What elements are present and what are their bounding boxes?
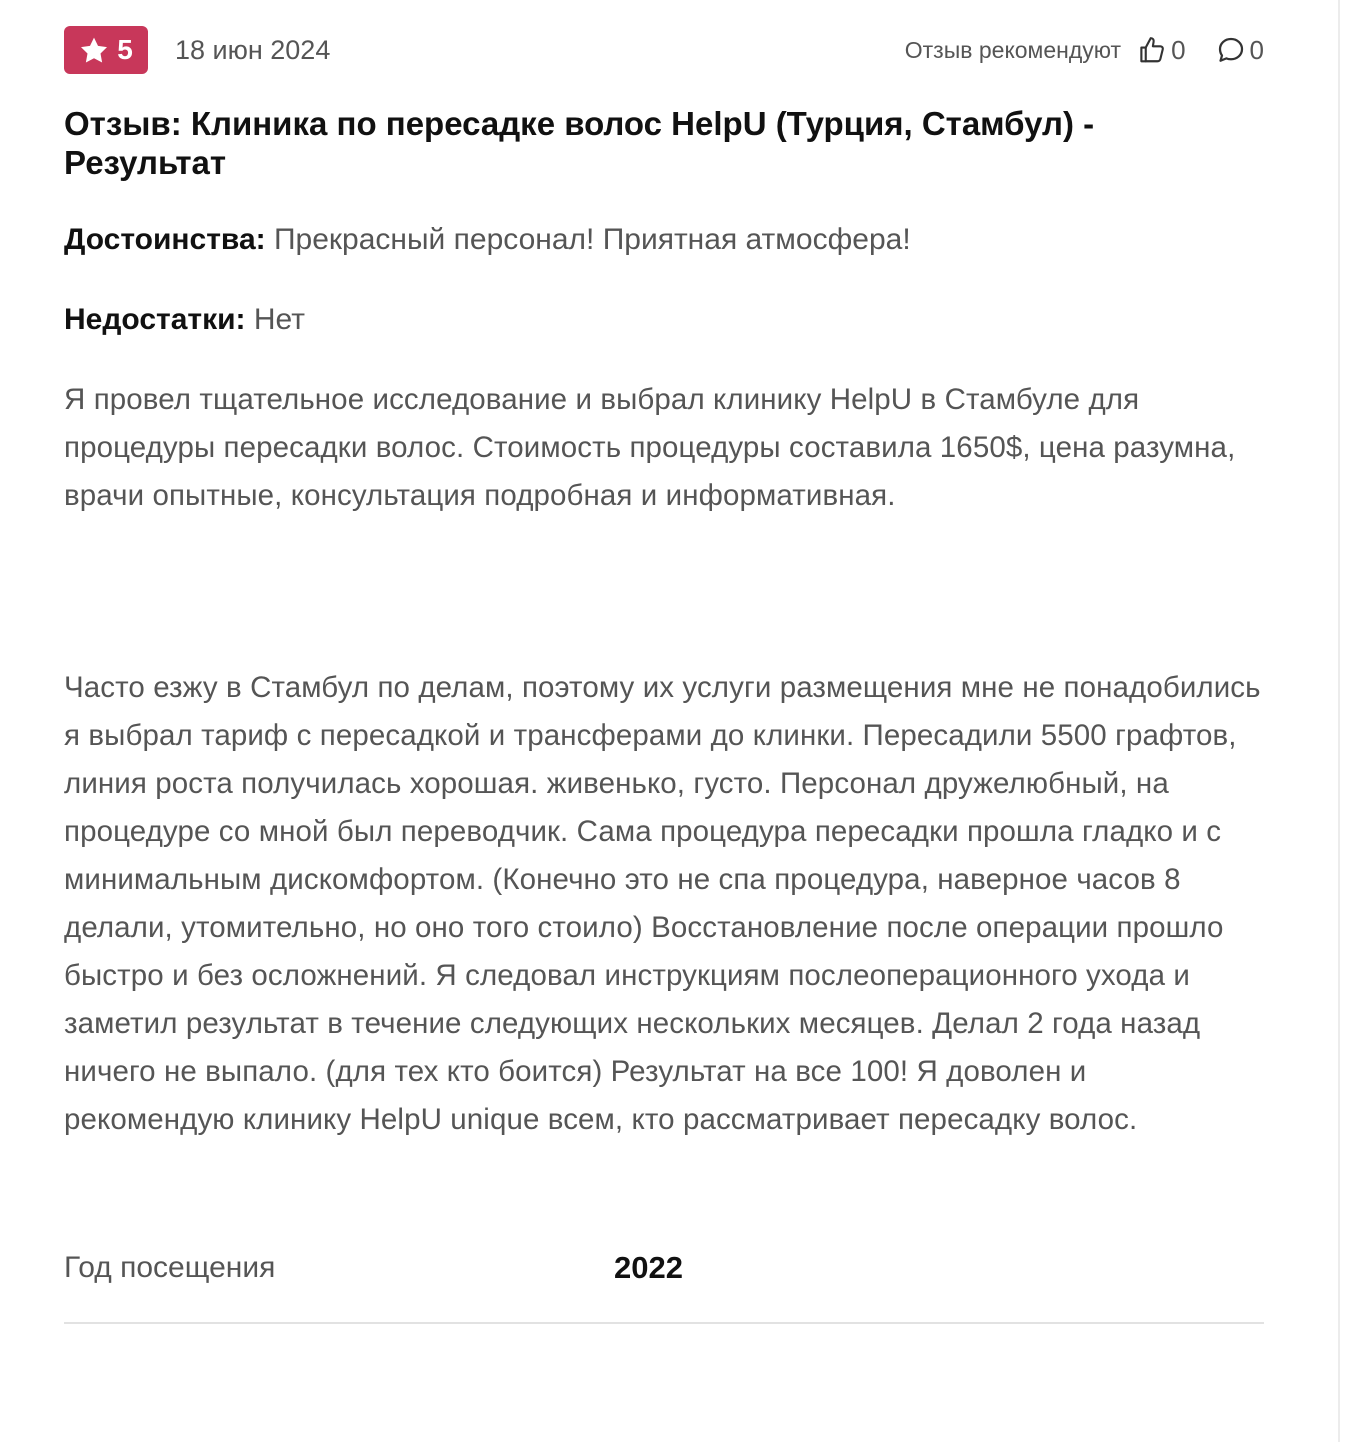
page-edge-divider [1338, 0, 1340, 1442]
cons-section [64, 300, 1264, 340]
pros-label: Достоинства: [64, 223, 266, 256]
review-title: Отзыв: Клиника по пересадке волос HelpU (Турция, Стамбул) - Результат [64, 105, 1095, 181]
like-button[interactable] [1137, 35, 1185, 66]
comment-bubble-icon [1216, 35, 1246, 65]
visit-year-row [64, 1244, 1264, 1292]
review-meta [905, 26, 1264, 74]
pros-value: Прекрасный персонал! Приятная атмосфера! [273, 223, 911, 256]
visit-year-label: Год посещения [64, 1251, 276, 1284]
review-card [64, 26, 1264, 1324]
thumbs-up-icon [1137, 35, 1167, 65]
review-header [64, 26, 1264, 74]
rating-badge [64, 26, 148, 74]
likes-count: 0 [1171, 34, 1186, 65]
recommend-label: Отзыв рекомендуют [904, 36, 1122, 63]
visit-year-value: 2022 [614, 1250, 683, 1285]
review-date: 18 июн 2024 [175, 34, 331, 65]
review-paragraph-1: Я провел тщательное исследование и выбрал клинику HelpU в Стамбуле для процедуры пересадки волос. Стоимость процедуры составила 1650$, цена разумна, врачи опытные, консультация подробная и информативная. [64, 383, 1236, 512]
star-icon [79, 36, 109, 65]
cons-label: Недостатки: [64, 303, 246, 336]
pros-section [64, 220, 1264, 260]
section-divider [64, 1322, 1264, 1324]
comments-count: 0 [1249, 34, 1264, 65]
rating-value: 5 [117, 34, 133, 65]
review-paragraph-2: Часто езжу в Стамбул по делам, поэтому их услуги размещения мне не понадобились я выбрал тариф с пересадкой и трансферами до клинки. Пересадили 5500 графтов, линия роста получилась хорошая. живенько, густо. Персонал дружелюбный, на процедуре со мной был переводчик. Сама процедура пересадки прошла гладко и с минимальным дискомфортом. (Конечно это не спа процедура, наверное часов 8 делали, утомительно, но оно того стоило) Восстановление после операции прошло быстро и без осложнений. Я следовал инструкциям послеоперационного ухода и заметил результат в течение следующих нескольких месяцев. Делал 2 года назад ничего не выпало. (для тех кто боится) Результат на все 100! Я доволен и рекомендую клинику HelpU unique всем, кто рассматривает пересадку волос. [64, 671, 1261, 1136]
cons-value: Нет [253, 303, 305, 336]
comments-button[interactable] [1216, 35, 1264, 66]
